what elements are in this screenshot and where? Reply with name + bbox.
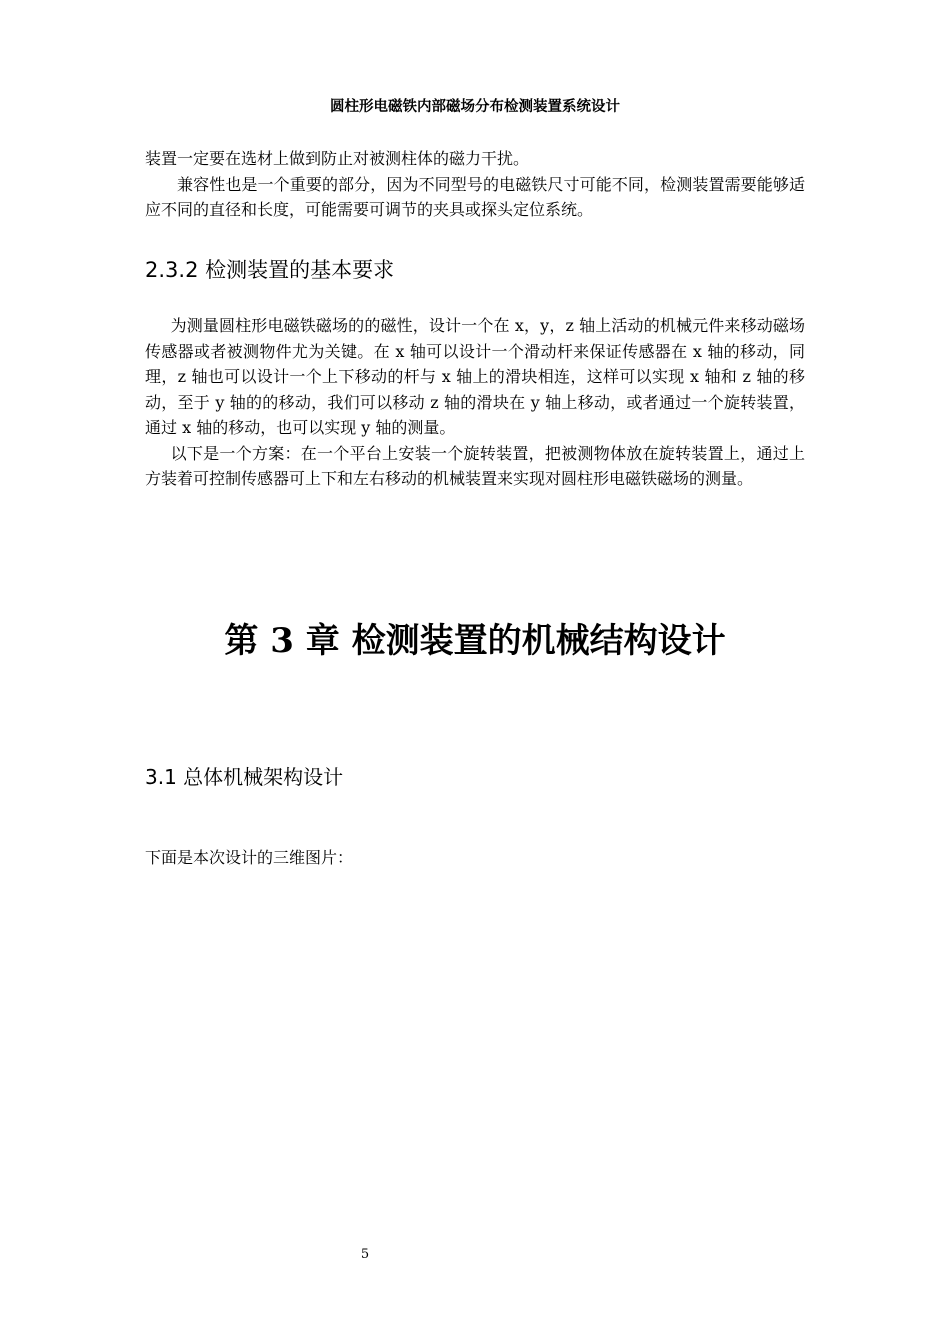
- page-number: 5: [360, 1247, 370, 1262]
- chapter-title: 第 3 章 检测装置的机械结构设计: [224, 621, 726, 661]
- intro-paragraph-1: 装置一定要在选材上做到防止对被测柱体的磁力干扰。: [145, 149, 530, 168]
- intro-paragraph-2: 兼容性也是一个重要的部分，因为不同型号的电磁铁尺寸可能不同，检测装置需要能够适应不同的直径和长度，可能需要可调节的夹具或探头定位系统。: [145, 174, 805, 219]
- section-heading-3-1: 3.1 总体机械架构设计: [145, 765, 344, 789]
- intro-text-block: [145, 146, 805, 223]
- section-2-3-2-text-block: [145, 313, 805, 492]
- section-heading-2-3-2: 2.3.2 检测装置的基本要求: [145, 258, 395, 282]
- section-2-3-2-paragraph-1: 为测量圆柱形电磁铁磁场的的磁性，设计一个在 x，y，z 轴上活动的机械元件来移动磁场传感器或者被测物件尤为关键。在 x 轴可以设计一个滑动杆来保证传感器在 x 轴的移动，同理，z 轴也可以设计一个上下移动的杆与 x 轴上的滑块相连，这样可以实现 x 轴和 z 轴的移动，至于 y 轴的的移动，我们可以移动 z 轴的滑块在 y 轴上移动，或者通过一个旋转装置，通过 x 轴的移动，也可以实现 y 轴的测量。: [145, 316, 805, 437]
- running-header: 圆柱形电磁铁内部磁场分布检测装置系统设计: [330, 99, 620, 115]
- section-3-1-paragraph-1: 下面是本次设计的三维图片：: [145, 848, 354, 867]
- section-3-1-text-block: [145, 845, 805, 871]
- section-2-3-2-paragraph-2: 以下是一个方案：在一个平台上安装一个旋转装置，把被测物体放在旋转装置上，通过上方装着可控制传感器可上下和左右移动的机械装置来实现对圆柱形电磁铁磁场的测量。: [145, 443, 805, 488]
